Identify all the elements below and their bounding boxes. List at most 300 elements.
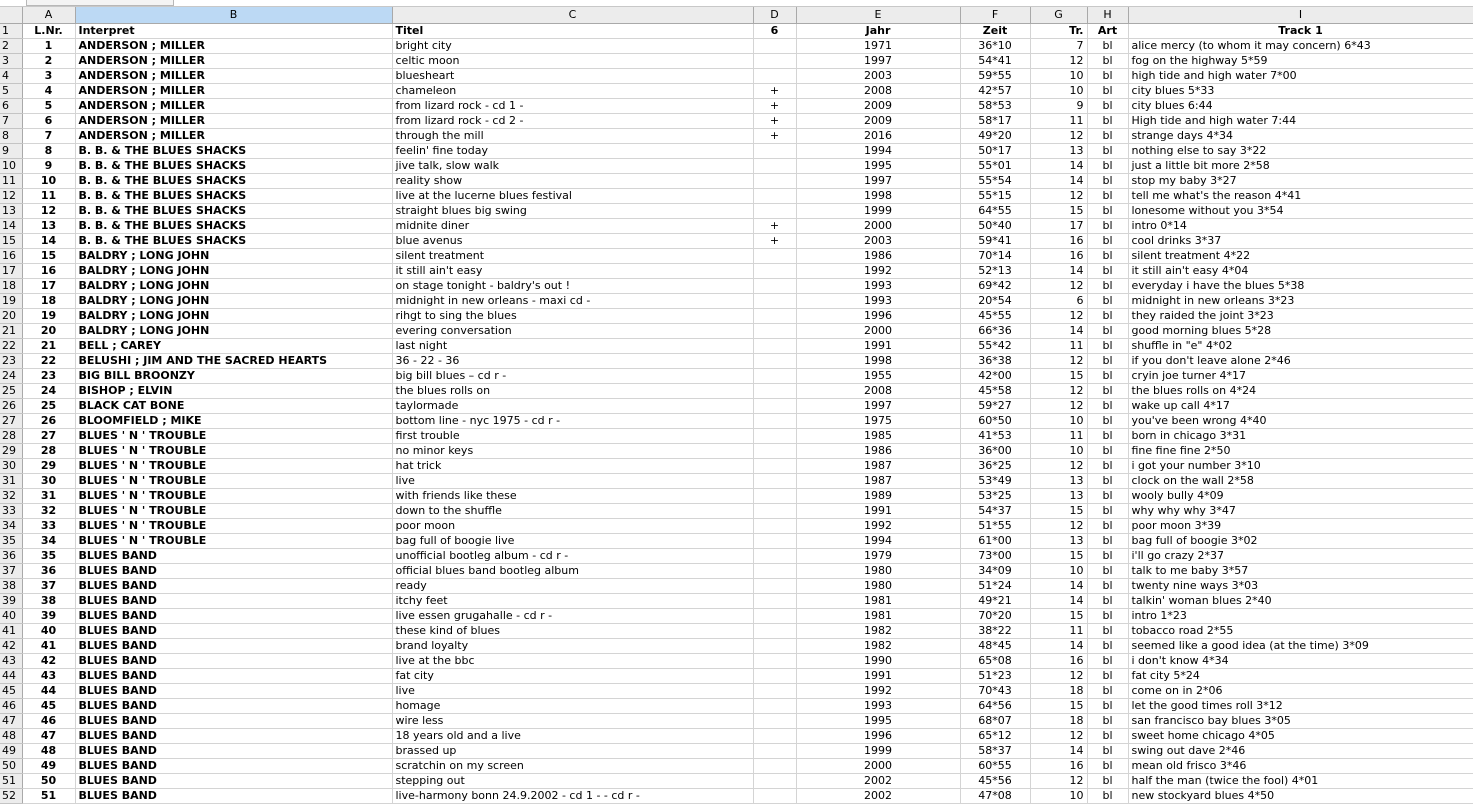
row-header[interactable]: 10 xyxy=(0,159,22,174)
row-header[interactable]: 27 xyxy=(0,414,22,429)
cell-tr[interactable]: 16 xyxy=(1030,249,1087,264)
cell-jahr[interactable]: 1985 xyxy=(796,429,960,444)
row-header[interactable]: 24 xyxy=(0,369,22,384)
cell-art[interactable]: bl xyxy=(1087,444,1128,459)
cell-zeit[interactable]: 70*43 xyxy=(960,684,1030,699)
cell-titel[interactable]: stepping out xyxy=(392,774,753,789)
cell-art[interactable]: bl xyxy=(1087,114,1128,129)
row-header[interactable]: 2 xyxy=(0,39,22,54)
cell-titel[interactable]: straight blues big swing xyxy=(392,204,753,219)
cell-jahr[interactable]: 1993 xyxy=(796,294,960,309)
cell-tr[interactable]: 18 xyxy=(1030,684,1087,699)
cell-zeit[interactable]: 65*12 xyxy=(960,729,1030,744)
cell-lnr[interactable]: 32 xyxy=(22,504,75,519)
cell-titel[interactable]: official blues band bootleg album xyxy=(392,564,753,579)
cell-track1[interactable]: bag full of boogie 3*02 xyxy=(1128,534,1473,549)
row-header[interactable]: 46 xyxy=(0,699,22,714)
cell-jahr[interactable]: 1992 xyxy=(796,519,960,534)
cell-d[interactable] xyxy=(753,774,796,789)
cell-lnr[interactable]: 36 xyxy=(22,564,75,579)
cell-interpret[interactable]: B. B. & THE BLUES SHACKS xyxy=(75,234,392,249)
cell-d[interactable] xyxy=(753,69,796,84)
cell-zeit[interactable]: 54*41 xyxy=(960,54,1030,69)
cell-interpret[interactable]: BELUSHI ; JIM AND THE SACRED HEARTS xyxy=(75,354,392,369)
cell-titel[interactable]: on stage tonight - baldry's out ! xyxy=(392,279,753,294)
cell-jahr[interactable]: 1995 xyxy=(796,159,960,174)
cell-lnr[interactable]: 43 xyxy=(22,669,75,684)
cell-zeit[interactable]: 50*17 xyxy=(960,144,1030,159)
cell-tr[interactable]: 9 xyxy=(1030,99,1087,114)
row-header[interactable]: 12 xyxy=(0,189,22,204)
cell-art[interactable]: bl xyxy=(1087,159,1128,174)
cell-lnr[interactable]: 42 xyxy=(22,654,75,669)
cell-jahr[interactable]: 1980 xyxy=(796,564,960,579)
cell-tr[interactable]: 6 xyxy=(1030,294,1087,309)
cell-d[interactable] xyxy=(753,414,796,429)
cell-jahr[interactable]: 2003 xyxy=(796,234,960,249)
cell-art[interactable]: bl xyxy=(1087,84,1128,99)
field-header-art[interactable]: Art xyxy=(1087,24,1128,39)
cell-art[interactable]: bl xyxy=(1087,399,1128,414)
cell-jahr[interactable]: 1986 xyxy=(796,249,960,264)
cell-d[interactable] xyxy=(753,354,796,369)
cell-jahr[interactable]: 1993 xyxy=(796,699,960,714)
cell-zeit[interactable]: 70*20 xyxy=(960,609,1030,624)
cell-d[interactable] xyxy=(753,54,796,69)
cell-d[interactable] xyxy=(753,294,796,309)
cell-d[interactable] xyxy=(753,684,796,699)
cell-d[interactable] xyxy=(753,444,796,459)
cell-zeit[interactable]: 36*25 xyxy=(960,459,1030,474)
cell-d[interactable] xyxy=(753,729,796,744)
cell-art[interactable]: bl xyxy=(1087,264,1128,279)
cell-jahr[interactable]: 1997 xyxy=(796,54,960,69)
cell-titel[interactable]: brassed up xyxy=(392,744,753,759)
cell-lnr[interactable]: 25 xyxy=(22,399,75,414)
cell-d[interactable] xyxy=(753,639,796,654)
cell-lnr[interactable]: 11 xyxy=(22,189,75,204)
cell-track1[interactable]: they raided the joint 3*23 xyxy=(1128,309,1473,324)
cell-art[interactable]: bl xyxy=(1087,534,1128,549)
cell-zeit[interactable]: 68*07 xyxy=(960,714,1030,729)
cell-jahr[interactable]: 1971 xyxy=(796,39,960,54)
cell-d[interactable]: + xyxy=(753,129,796,144)
cell-titel[interactable]: big bill blues – cd r - xyxy=(392,369,753,384)
cell-track1[interactable]: fat city 5*24 xyxy=(1128,669,1473,684)
cell-zeit[interactable]: 45*56 xyxy=(960,774,1030,789)
cell-interpret[interactable]: BLUES BAND xyxy=(75,729,392,744)
cell-track1[interactable]: strange days 4*34 xyxy=(1128,129,1473,144)
cell-lnr[interactable]: 21 xyxy=(22,339,75,354)
row-header[interactable]: 42 xyxy=(0,639,22,654)
cell-lnr[interactable]: 40 xyxy=(22,624,75,639)
cell-zeit[interactable]: 50*40 xyxy=(960,219,1030,234)
cell-tr[interactable]: 12 xyxy=(1030,774,1087,789)
column-header-e[interactable]: E xyxy=(796,7,960,24)
cell-interpret[interactable]: BELL ; CAREY xyxy=(75,339,392,354)
cell-lnr[interactable]: 34 xyxy=(22,534,75,549)
cell-tr[interactable]: 14 xyxy=(1030,324,1087,339)
cell-art[interactable]: bl xyxy=(1087,504,1128,519)
row-header[interactable]: 47 xyxy=(0,714,22,729)
row-header[interactable]: 13 xyxy=(0,204,22,219)
cell-art[interactable]: bl xyxy=(1087,684,1128,699)
cell-interpret[interactable]: BLUES ' N ' TROUBLE xyxy=(75,534,392,549)
cell-track1[interactable]: mean old frisco 3*46 xyxy=(1128,759,1473,774)
cell-tr[interactable]: 12 xyxy=(1030,189,1087,204)
cell-tr[interactable]: 14 xyxy=(1030,159,1087,174)
cell-lnr[interactable]: 18 xyxy=(22,294,75,309)
cell-interpret[interactable]: BLUES BAND xyxy=(75,684,392,699)
cell-titel[interactable]: these kind of blues xyxy=(392,624,753,639)
cell-titel[interactable]: live at the bbc xyxy=(392,654,753,669)
cell-interpret[interactable]: BLUES BAND xyxy=(75,579,392,594)
cell-tr[interactable]: 15 xyxy=(1030,204,1087,219)
cell-interpret[interactable]: BLUES BAND xyxy=(75,654,392,669)
cell-zeit[interactable]: 55*42 xyxy=(960,339,1030,354)
cell-d[interactable] xyxy=(753,474,796,489)
cell-lnr[interactable]: 39 xyxy=(22,609,75,624)
cell-lnr[interactable]: 12 xyxy=(22,204,75,219)
cell-tr[interactable]: 16 xyxy=(1030,234,1087,249)
row-header[interactable]: 28 xyxy=(0,429,22,444)
cell-zeit[interactable]: 64*56 xyxy=(960,699,1030,714)
cell-zeit[interactable]: 36*10 xyxy=(960,39,1030,54)
cell-lnr[interactable]: 10 xyxy=(22,174,75,189)
cell-d[interactable] xyxy=(753,264,796,279)
cell-track1[interactable]: swing out dave 2*46 xyxy=(1128,744,1473,759)
cell-titel[interactable]: with friends like these xyxy=(392,489,753,504)
cell-zeit[interactable]: 45*58 xyxy=(960,384,1030,399)
cell-d[interactable] xyxy=(753,369,796,384)
cell-d[interactable] xyxy=(753,384,796,399)
row-header[interactable]: 21 xyxy=(0,324,22,339)
field-header-track1[interactable]: Track 1 xyxy=(1128,24,1473,39)
cell-d[interactable] xyxy=(753,204,796,219)
cell-titel[interactable]: live essen grugahalle - cd r - xyxy=(392,609,753,624)
cell-tr[interactable]: 12 xyxy=(1030,309,1087,324)
cell-art[interactable]: bl xyxy=(1087,789,1128,804)
cell-tr[interactable]: 15 xyxy=(1030,609,1087,624)
cell-zeit[interactable]: 58*17 xyxy=(960,114,1030,129)
cell-titel[interactable]: first trouble xyxy=(392,429,753,444)
cell-track1[interactable]: come on in 2*06 xyxy=(1128,684,1473,699)
cell-interpret[interactable]: B. B. & THE BLUES SHACKS xyxy=(75,219,392,234)
cell-titel[interactable]: taylormade xyxy=(392,399,753,414)
cell-interpret[interactable]: ANDERSON ; MILLER xyxy=(75,39,392,54)
cell-titel[interactable]: reality show xyxy=(392,174,753,189)
cell-d[interactable] xyxy=(753,594,796,609)
cell-art[interactable]: bl xyxy=(1087,549,1128,564)
cell-zeit[interactable]: 55*01 xyxy=(960,159,1030,174)
cell-jahr[interactable]: 1998 xyxy=(796,354,960,369)
cell-titel[interactable]: ready xyxy=(392,579,753,594)
cell-interpret[interactable]: BLUES BAND xyxy=(75,699,392,714)
cell-lnr[interactable]: 14 xyxy=(22,234,75,249)
cell-titel[interactable]: feelin' fine today xyxy=(392,144,753,159)
cell-jahr[interactable]: 2009 xyxy=(796,99,960,114)
column-header-f[interactable]: F xyxy=(960,7,1030,24)
cell-interpret[interactable]: ANDERSON ; MILLER xyxy=(75,114,392,129)
cell-tr[interactable]: 12 xyxy=(1030,279,1087,294)
cell-titel[interactable]: live at the lucerne blues festival xyxy=(392,189,753,204)
cell-titel[interactable]: down to the shuffle xyxy=(392,504,753,519)
cell-tr[interactable]: 18 xyxy=(1030,714,1087,729)
cell-d[interactable] xyxy=(753,714,796,729)
row-header[interactable]: 36 xyxy=(0,549,22,564)
cell-lnr[interactable]: 6 xyxy=(22,114,75,129)
cell-titel[interactable]: midnite diner xyxy=(392,219,753,234)
cell-lnr[interactable]: 24 xyxy=(22,384,75,399)
cell-interpret[interactable]: BLACK CAT BONE xyxy=(75,399,392,414)
cell-lnr[interactable]: 48 xyxy=(22,744,75,759)
cell-tr[interactable]: 12 xyxy=(1030,54,1087,69)
cell-art[interactable]: bl xyxy=(1087,699,1128,714)
cell-titel[interactable]: it still ain't easy xyxy=(392,264,753,279)
cell-tr[interactable]: 14 xyxy=(1030,639,1087,654)
cell-zeit[interactable]: 20*54 xyxy=(960,294,1030,309)
cell-zeit[interactable]: 60*55 xyxy=(960,759,1030,774)
cell-track1[interactable]: wake up call 4*17 xyxy=(1128,399,1473,414)
row-header[interactable]: 33 xyxy=(0,504,22,519)
field-header-zeit[interactable]: Zeit xyxy=(960,24,1030,39)
cell-interpret[interactable]: BLUES BAND xyxy=(75,624,392,639)
cell-art[interactable]: bl xyxy=(1087,39,1128,54)
cell-zeit[interactable]: 60*50 xyxy=(960,414,1030,429)
cell-jahr[interactable]: 2003 xyxy=(796,69,960,84)
cell-lnr[interactable]: 38 xyxy=(22,594,75,609)
row-header[interactable]: 16 xyxy=(0,249,22,264)
cell-lnr[interactable]: 7 xyxy=(22,129,75,144)
cell-art[interactable]: bl xyxy=(1087,69,1128,84)
cell-jahr[interactable]: 1992 xyxy=(796,264,960,279)
cell-d[interactable] xyxy=(753,609,796,624)
cell-art[interactable]: bl xyxy=(1087,144,1128,159)
cell-zeit[interactable]: 59*27 xyxy=(960,399,1030,414)
row-header[interactable]: 1 xyxy=(0,24,22,39)
row-header[interactable]: 30 xyxy=(0,459,22,474)
cell-jahr[interactable]: 2000 xyxy=(796,324,960,339)
row-header[interactable]: 50 xyxy=(0,759,22,774)
cell-d[interactable] xyxy=(753,339,796,354)
cell-art[interactable]: bl xyxy=(1087,369,1128,384)
cell-titel[interactable]: last night xyxy=(392,339,753,354)
cell-jahr[interactable]: 1955 xyxy=(796,369,960,384)
cell-lnr[interactable]: 51 xyxy=(22,789,75,804)
cell-d[interactable] xyxy=(753,549,796,564)
cell-tr[interactable]: 11 xyxy=(1030,339,1087,354)
cell-jahr[interactable]: 1993 xyxy=(796,279,960,294)
cell-interpret[interactable]: BALDRY ; LONG JOHN xyxy=(75,309,392,324)
cell-art[interactable]: bl xyxy=(1087,669,1128,684)
cell-titel[interactable]: live-harmony bonn 24.9.2002 - cd 1 - - cd r - xyxy=(392,789,753,804)
cell-titel[interactable]: brand loyalty xyxy=(392,639,753,654)
cell-jahr[interactable]: 2009 xyxy=(796,114,960,129)
row-header[interactable]: 29 xyxy=(0,444,22,459)
cell-lnr[interactable]: 29 xyxy=(22,459,75,474)
cell-interpret[interactable]: BIG BILL BROONZY xyxy=(75,369,392,384)
cell-lnr[interactable]: 3 xyxy=(22,69,75,84)
row-header[interactable]: 35 xyxy=(0,534,22,549)
cell-track1[interactable]: let the good times roll 3*12 xyxy=(1128,699,1473,714)
cell-lnr[interactable]: 30 xyxy=(22,474,75,489)
cell-interpret[interactable]: BLOOMFIELD ; MIKE xyxy=(75,414,392,429)
cell-art[interactable]: bl xyxy=(1087,279,1128,294)
row-header[interactable]: 7 xyxy=(0,114,22,129)
cell-interpret[interactable]: ANDERSON ; MILLER xyxy=(75,69,392,84)
cell-tr[interactable]: 15 xyxy=(1030,699,1087,714)
cell-titel[interactable]: live xyxy=(392,474,753,489)
cell-track1[interactable]: new stockyard blues 4*50 xyxy=(1128,789,1473,804)
cell-tr[interactable]: 17 xyxy=(1030,219,1087,234)
cell-tr[interactable]: 12 xyxy=(1030,384,1087,399)
cell-track1[interactable]: everyday i have the blues 5*38 xyxy=(1128,279,1473,294)
cell-art[interactable]: bl xyxy=(1087,729,1128,744)
cell-d[interactable] xyxy=(753,534,796,549)
row-header[interactable]: 6 xyxy=(0,99,22,114)
cell-zeit[interactable]: 58*37 xyxy=(960,744,1030,759)
cell-lnr[interactable]: 49 xyxy=(22,759,75,774)
cell-tr[interactable]: 10 xyxy=(1030,84,1087,99)
column-header-i[interactable]: I xyxy=(1128,7,1473,24)
cell-jahr[interactable]: 2016 xyxy=(796,129,960,144)
row-header[interactable]: 23 xyxy=(0,354,22,369)
cell-zeit[interactable]: 45*55 xyxy=(960,309,1030,324)
cell-interpret[interactable]: BLUES ' N ' TROUBLE xyxy=(75,504,392,519)
cell-d[interactable] xyxy=(753,39,796,54)
cell-jahr[interactable]: 1996 xyxy=(796,309,960,324)
row-header[interactable]: 38 xyxy=(0,579,22,594)
cell-titel[interactable]: bottom line - nyc 1975 - cd r - xyxy=(392,414,753,429)
cell-art[interactable]: bl xyxy=(1087,294,1128,309)
cell-d[interactable] xyxy=(753,624,796,639)
cell-d[interactable]: + xyxy=(753,114,796,129)
cell-track1[interactable]: cryin joe turner 4*17 xyxy=(1128,369,1473,384)
cell-interpret[interactable]: BLUES BAND xyxy=(75,549,392,564)
cell-art[interactable]: bl xyxy=(1087,204,1128,219)
row-header[interactable]: 49 xyxy=(0,744,22,759)
cell-tr[interactable]: 10 xyxy=(1030,444,1087,459)
row-header[interactable]: 15 xyxy=(0,234,22,249)
column-header-a[interactable]: A xyxy=(22,7,75,24)
cell-titel[interactable]: unofficial bootleg album - cd r - xyxy=(392,549,753,564)
cell-d[interactable] xyxy=(753,459,796,474)
cell-titel[interactable]: evering conversation xyxy=(392,324,753,339)
cell-track1[interactable]: alice mercy (to whom it may concern) 6*43 xyxy=(1128,39,1473,54)
row-header[interactable]: 26 xyxy=(0,399,22,414)
row-header[interactable]: 41 xyxy=(0,624,22,639)
cell-interpret[interactable]: BLUES BAND xyxy=(75,744,392,759)
cell-tr[interactable]: 15 xyxy=(1030,549,1087,564)
cell-d[interactable] xyxy=(753,189,796,204)
row-header[interactable]: 14 xyxy=(0,219,22,234)
cell-zeit[interactable]: 61*00 xyxy=(960,534,1030,549)
cell-d[interactable] xyxy=(753,399,796,414)
cell-lnr[interactable]: 35 xyxy=(22,549,75,564)
cell-track1[interactable]: stop my baby 3*27 xyxy=(1128,174,1473,189)
cell-art[interactable]: bl xyxy=(1087,354,1128,369)
row-header[interactable]: 20 xyxy=(0,309,22,324)
cell-track1[interactable]: born in chicago 3*31 xyxy=(1128,429,1473,444)
row-header[interactable]: 18 xyxy=(0,279,22,294)
cell-jahr[interactable]: 1991 xyxy=(796,669,960,684)
cell-jahr[interactable]: 1997 xyxy=(796,174,960,189)
cell-d[interactable]: + xyxy=(753,219,796,234)
cell-art[interactable]: bl xyxy=(1087,474,1128,489)
cell-lnr[interactable]: 45 xyxy=(22,699,75,714)
cell-titel[interactable]: jive talk, slow walk xyxy=(392,159,753,174)
cell-tr[interactable]: 16 xyxy=(1030,654,1087,669)
row-header[interactable]: 3 xyxy=(0,54,22,69)
cell-art[interactable]: bl xyxy=(1087,714,1128,729)
cell-interpret[interactable]: ANDERSON ; MILLER xyxy=(75,54,392,69)
field-header-lnr[interactable]: L.Nr. xyxy=(22,24,75,39)
row-header[interactable]: 37 xyxy=(0,564,22,579)
cell-tr[interactable]: 15 xyxy=(1030,369,1087,384)
cell-lnr[interactable]: 2 xyxy=(22,54,75,69)
cell-tr[interactable]: 16 xyxy=(1030,759,1087,774)
cell-jahr[interactable]: 1995 xyxy=(796,714,960,729)
cell-art[interactable]: bl xyxy=(1087,249,1128,264)
cell-interpret[interactable]: BALDRY ; LONG JOHN xyxy=(75,294,392,309)
cell-zeit[interactable]: 54*37 xyxy=(960,504,1030,519)
cell-zeit[interactable]: 42*00 xyxy=(960,369,1030,384)
cell-d[interactable] xyxy=(753,759,796,774)
cell-zeit[interactable]: 48*45 xyxy=(960,639,1030,654)
cell-track1[interactable]: just a little bit more 2*58 xyxy=(1128,159,1473,174)
column-header-h[interactable]: H xyxy=(1087,7,1128,24)
cell-lnr[interactable]: 46 xyxy=(22,714,75,729)
row-header[interactable]: 9 xyxy=(0,144,22,159)
row-header[interactable]: 17 xyxy=(0,264,22,279)
cell-zeit[interactable]: 64*55 xyxy=(960,204,1030,219)
cell-lnr[interactable]: 33 xyxy=(22,519,75,534)
cell-lnr[interactable]: 41 xyxy=(22,639,75,654)
row-header[interactable]: 45 xyxy=(0,684,22,699)
cell-track1[interactable]: city blues 5*33 xyxy=(1128,84,1473,99)
cell-zeit[interactable]: 51*55 xyxy=(960,519,1030,534)
cell-d[interactable] xyxy=(753,309,796,324)
cell-lnr[interactable]: 5 xyxy=(22,99,75,114)
cell-zeit[interactable]: 53*25 xyxy=(960,489,1030,504)
cell-jahr[interactable]: 1981 xyxy=(796,609,960,624)
row-header[interactable]: 48 xyxy=(0,729,22,744)
cell-zeit[interactable]: 66*36 xyxy=(960,324,1030,339)
cell-jahr[interactable]: 1979 xyxy=(796,549,960,564)
cell-zeit[interactable]: 34*09 xyxy=(960,564,1030,579)
cell-interpret[interactable]: BLUES ' N ' TROUBLE xyxy=(75,474,392,489)
cell-zeit[interactable]: 55*15 xyxy=(960,189,1030,204)
cell-tr[interactable]: 12 xyxy=(1030,669,1087,684)
cell-zeit[interactable]: 65*08 xyxy=(960,654,1030,669)
cell-track1[interactable]: talk to me baby 3*57 xyxy=(1128,564,1473,579)
cell-tr[interactable]: 10 xyxy=(1030,414,1087,429)
cell-art[interactable]: bl xyxy=(1087,489,1128,504)
cell-lnr[interactable]: 26 xyxy=(22,414,75,429)
cell-tr[interactable]: 14 xyxy=(1030,744,1087,759)
cell-tr[interactable]: 14 xyxy=(1030,594,1087,609)
field-header-jahr[interactable]: Jahr xyxy=(796,24,960,39)
cell-track1[interactable]: you've been wrong 4*40 xyxy=(1128,414,1473,429)
cell-d[interactable] xyxy=(753,744,796,759)
row-header[interactable]: 43 xyxy=(0,654,22,669)
row-header[interactable]: 19 xyxy=(0,294,22,309)
field-header-d[interactable]: 6 xyxy=(753,24,796,39)
cell-jahr[interactable]: 1994 xyxy=(796,144,960,159)
cell-titel[interactable]: scratchin on my screen xyxy=(392,759,753,774)
cell-d[interactable] xyxy=(753,519,796,534)
cell-titel[interactable]: the blues rolls on xyxy=(392,384,753,399)
